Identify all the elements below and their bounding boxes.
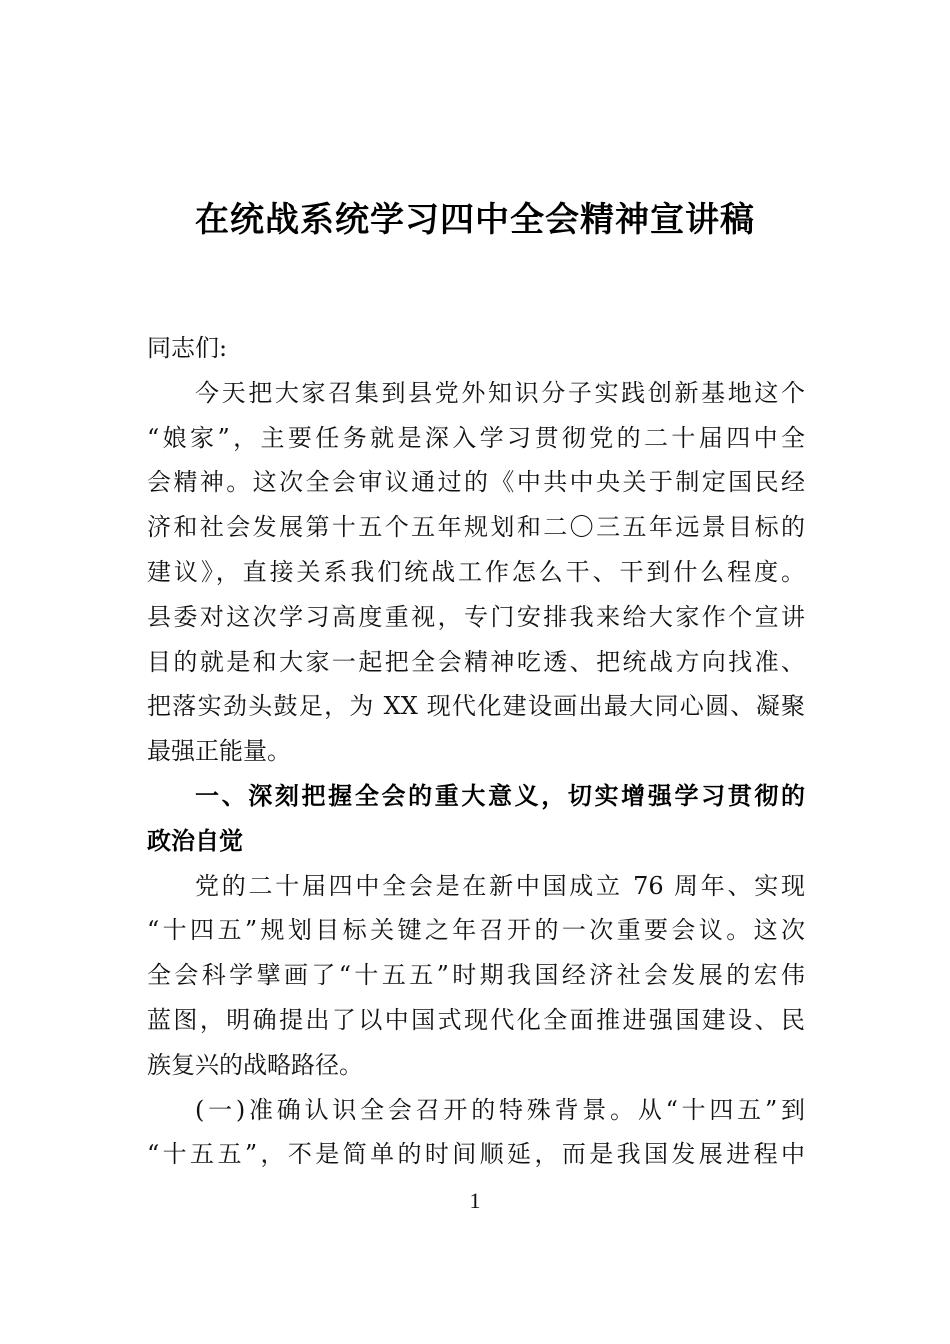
text-line: 会精神。这次全会审议通过的《中共中央关于制定国民经 <box>147 468 805 497</box>
text-line: 党的二十届四中全会是在新中国成立 76 周年、实现 <box>195 871 805 900</box>
text-line: (一)准确认识全会召开的特殊背景。从“十四五”到 <box>195 1095 805 1124</box>
page-number: 1 <box>469 1188 481 1213</box>
paragraph-significance <box>147 864 805 1088</box>
text-line: 把落实劲头鼓足，为 XX 现代化建设画出最大同心圆、凝聚 <box>147 692 805 721</box>
text-line: “十四五”规划目标关键之年召开的一次重要会议。这次 <box>147 916 805 945</box>
text-line: 建议》，直接关系我们统战工作怎么干、干到什么程度。 <box>147 557 805 586</box>
text-line: 最强正能量。 <box>147 737 291 766</box>
paragraph-background <box>147 1088 805 1178</box>
paragraph-intro <box>147 371 805 774</box>
text-line: “十五五”，不是简单的时间顺延，而是我国发展进程中 <box>147 1140 805 1169</box>
text-line: 全会科学擘画了“十五五”时期我国经济社会发展的宏伟 <box>147 961 805 990</box>
heading-line: 一、深刻把握全会的重大意义，切实增强学习贯彻的 <box>195 781 805 810</box>
document-title: 在统战系统学习四中全会精神宣讲稿 <box>195 200 755 240</box>
salutation: 同志们: <box>147 334 228 362</box>
section-heading-1 <box>147 774 805 864</box>
text-line: 县委对这次学习高度重视，专门安排我来给大家作个宣讲 <box>147 602 805 631</box>
text-line: 济和社会发展第十五个五年规划和二〇三五年远景目标的 <box>147 513 805 542</box>
text-line: 今天把大家召集到县党外知识分子实践创新基地这个 <box>195 378 805 407</box>
heading-line: 政治自觉 <box>147 826 243 855</box>
text-line: “娘家”，主要任务就是深入学习贯彻党的二十届四中全 <box>147 423 805 452</box>
text-line: 目的就是和大家一起把全会精神吃透、把统战方向找准、 <box>147 647 805 676</box>
document-body <box>147 326 805 1177</box>
text-line: 蓝图，明确提出了以中国式现代化全面推进强国建设、民 <box>147 1005 805 1034</box>
text-line: 族复兴的战略路径。 <box>147 1050 363 1079</box>
